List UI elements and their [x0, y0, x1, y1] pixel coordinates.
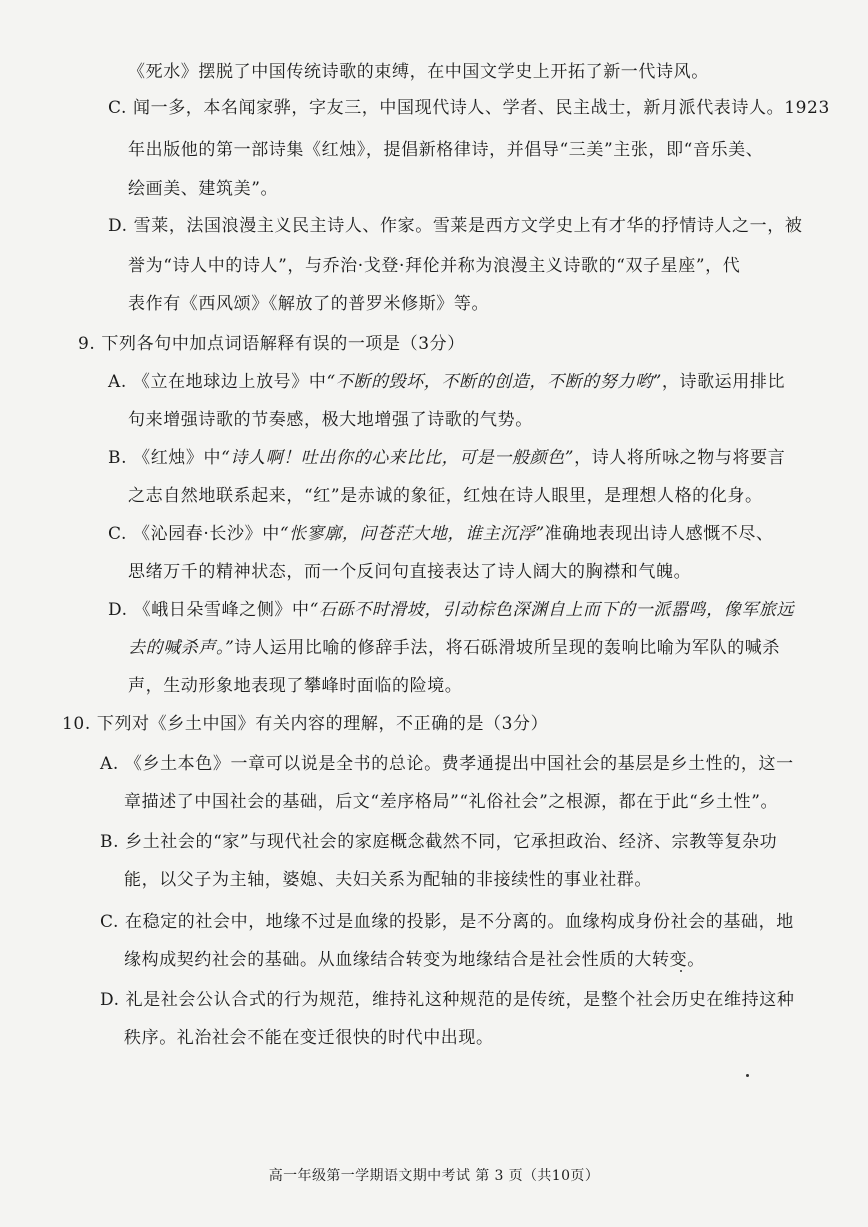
q9-stem: 9. 下列各句中加点词语解释有误的一项是（3分） — [78, 334, 465, 354]
q9-c-source: C. 《沁园春·长沙》中 — [108, 524, 280, 544]
q8-option-b-end: 《死水》摆脱了中国传统诗歌的束缚，在中国文学史上开拓了新一代诗风。 — [128, 62, 709, 82]
q9-b-source: B. 《红烛》中 — [108, 448, 222, 468]
q9-option-d-line3: 声，生动形象地表现了攀峰时面临的险境。 — [128, 676, 463, 696]
q9-option-b-line2: 之志自然地联系起来，“红”是赤诚的象征，红烛在诗人眼里，是理想人格的化身。 — [128, 486, 763, 506]
page-footer: 高一年级第一学期语文期中考试 第 3 页（共10页） — [268, 1168, 600, 1184]
q9-a-quote: “不断的毁坏，不断的创造，不断的努力哟” — [326, 372, 662, 392]
q10-option-c-line1: C. 在稳定的社会中，地缘不过是血缘的投影，是不分离的。血缘构成身份社会的基础，地 — [100, 912, 794, 932]
q9-d-quote-part2: 去的喊杀声。” — [128, 638, 235, 658]
q9-b-comment: ，诗人将所咏之物与将要言 — [574, 448, 786, 468]
q9-b-quote: “诗人啊！吐出你的心来比比，可是一般颜色” — [221, 448, 575, 468]
q10-option-d-line2: 秩序。礼治社会不能在变迁很快的时代中出现。 — [124, 1028, 494, 1048]
q9-a-source: A. 《立在地球边上放号》中 — [108, 372, 327, 392]
q9-option-c-line2: 思绪万千的精神状态，而一个反问句直接表达了诗人阔大的胸襟和气魄。 — [128, 562, 692, 582]
q10-stem: 10. 下列对《乡土中国》有关内容的理解，不正确的是（3分） — [62, 714, 549, 734]
q8-option-d-line2: 誉为“诗人中的诗人”，与乔治·戈登·拜伦并称为浪漫主义诗歌的“双子星座”，代 — [128, 256, 741, 276]
q10-option-c-line2: 缘构成契约社会的基础。从血缘结合转变为地缘结合是社会性质的大转变。 — [124, 950, 705, 970]
q10-option-a-line2: 章描述了中国社会的基础，后文“差序格局”“礼俗社会”之根源，都在于此“乡土性”。 — [124, 792, 779, 812]
q9-d-comment: 诗人运用比喻的修辞手法，将石砾滑坡所呈现的轰响比喻为军队的喊杀 — [234, 638, 780, 658]
q9-d-quote-part1: “石砾不时滑坡，引动棕色深渊自上而下的一派嚣鸣，像军旅远 — [309, 600, 795, 620]
scan-speck — [680, 970, 682, 972]
scan-speck — [746, 1074, 749, 1077]
q9-option-a-line1 — [108, 370, 785, 394]
q9-option-c-line1 — [108, 522, 774, 546]
q9-c-comment: 准确地表现出诗人感慨不尽、 — [544, 524, 774, 544]
q8-option-c-line3: 绘画美、建筑美”。 — [128, 179, 279, 199]
q9-option-a-line2: 句来增强诗歌的节奏感，极大地增强了诗歌的气势。 — [128, 410, 533, 430]
q9-option-b-line1 — [108, 446, 785, 470]
q8-option-d-line3: 表作有《西风颂》《解放了的普罗米修斯》等。 — [128, 294, 490, 314]
q8-option-c-line1: C. 闻一多，本名闻家骅，字友三，中国现代诗人、学者、民主战士，新月派代表诗人。1923 — [108, 98, 830, 118]
q10-option-d-line1: D. 礼是社会公认合式的行为规范，维持礼这种规范的是传统，是整个社会历史在维持这种 — [100, 990, 795, 1010]
q9-a-comment: ，诗歌运用排比 — [661, 372, 786, 392]
q10-option-b-line2: 能，以父子为主轴，婆媳、夫妇关系为配轴的非接续性的事业社群。 — [124, 870, 652, 890]
q9-option-d-line1 — [108, 598, 794, 622]
q8-option-d-line1: D. 雪莱，法国浪漫主义民主诗人、作家。雪莱是西方文学史上有才华的抒情诗人之一，被 — [108, 216, 803, 236]
q9-c-quote: “怅寥廓，问苍茫大地，谁主沉浮” — [279, 524, 545, 544]
q10-option-b-line1: B. 乡土社会的“家”与现代社会的家庭概念截然不同，它承担政治、经济、宗教等复杂功 — [100, 832, 778, 852]
q9-option-d-line2 — [128, 636, 780, 660]
q9-d-source: D. 《峨日朵雪峰之侧》中 — [108, 600, 310, 620]
q8-option-c-line2: 年出版他的第一部诗集《红烛》，提倡新格律诗，并倡导“三美”主张，即“音乐美、 — [128, 140, 764, 160]
q10-option-a-line1: A. 《乡土本色》一章可以说是全书的总论。费孝通提出中国社会的基层是乡土性的，这一 — [100, 754, 794, 774]
